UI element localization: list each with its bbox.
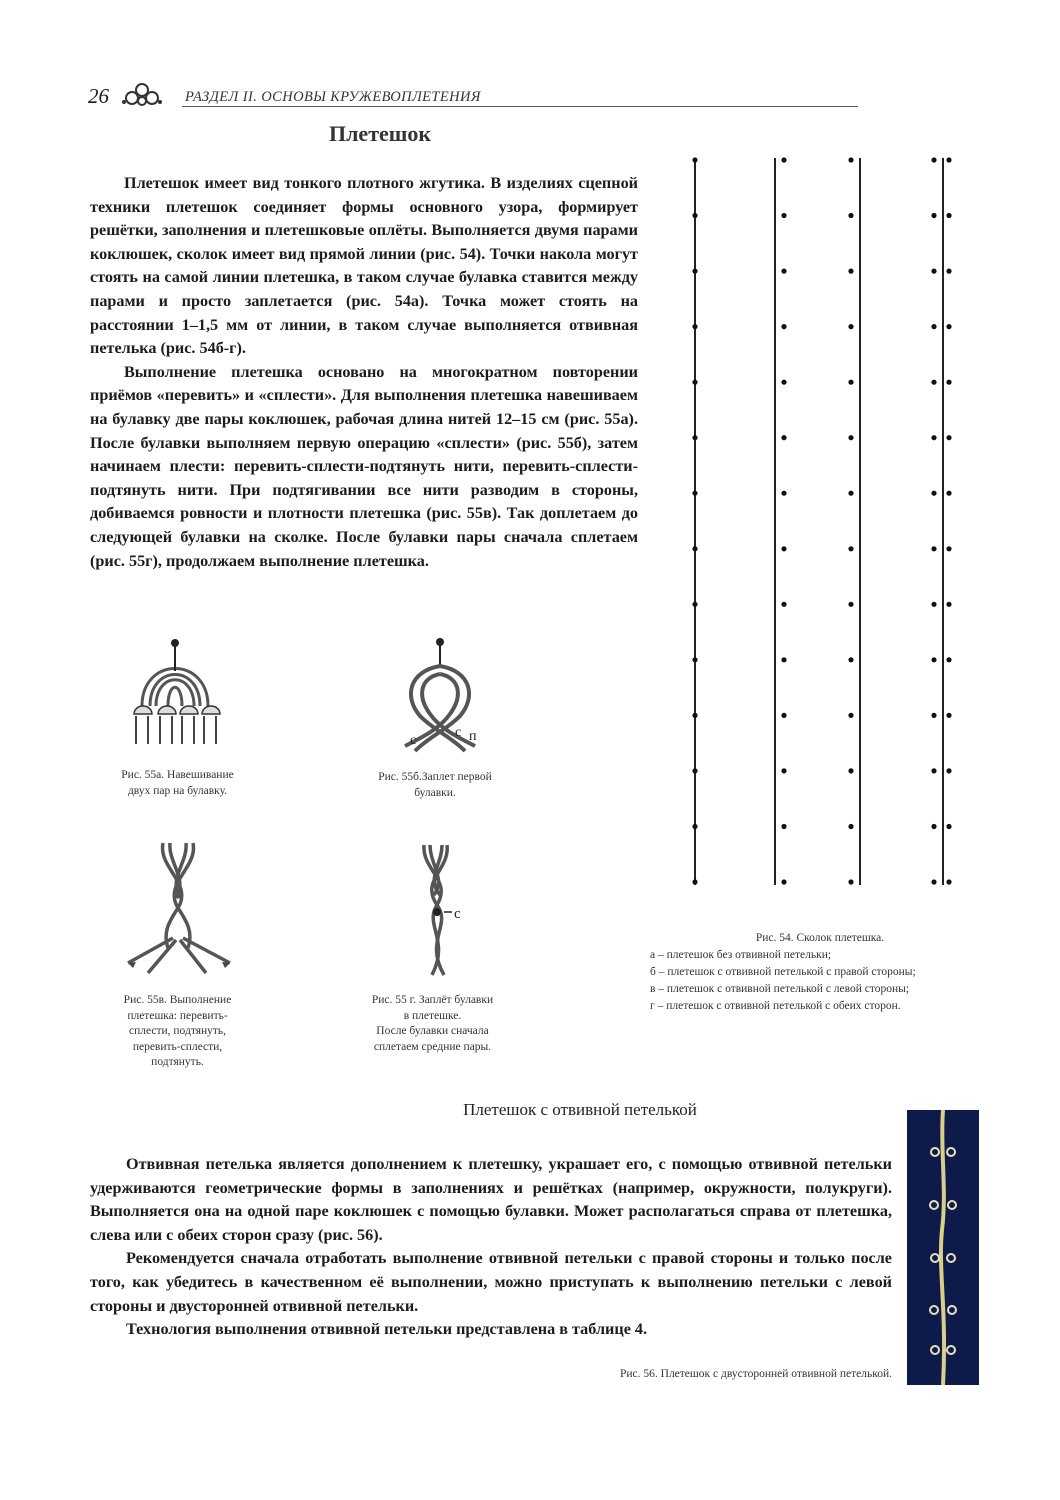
pricking-dot-v — [848, 213, 853, 218]
pricking-dot-a — [692, 768, 697, 773]
subsection-title: Плетешок с отвивной петелькой — [463, 1100, 697, 1119]
pricking-dot-g — [946, 879, 951, 884]
pricking-dot-g — [931, 269, 936, 274]
pricking-dot-v — [848, 546, 853, 551]
pricking-dot-g — [931, 602, 936, 607]
pricking-dot-g — [946, 768, 951, 773]
pricking-dot-v — [848, 824, 853, 829]
pricking-dot-a — [692, 879, 697, 884]
page-number: 26 — [88, 84, 109, 108]
pricking-dot-a — [692, 824, 697, 829]
pricking-dot-b — [781, 380, 786, 385]
figure-54-pricking — [660, 150, 980, 895]
pricking-dot-v — [848, 657, 853, 662]
pricking-dot-a — [692, 324, 697, 329]
pricking-dot-v — [848, 269, 853, 274]
figure-54-caption — [650, 930, 990, 1015]
paragraph: Технология выполнения отвивной петельки представлена в таблице 4. — [126, 1320, 648, 1339]
pricking-dot-a — [692, 157, 697, 162]
figure-56-photo — [907, 1110, 979, 1385]
figure-55a-drawing — [120, 636, 230, 751]
pricking-dot-a — [692, 713, 697, 718]
figure-54-caption-title: Рис. 54. Сколок плетешка. — [755, 932, 885, 944]
pricking-dot-b — [781, 546, 786, 551]
pricking-dot-g — [946, 269, 951, 274]
pricking-dot-g — [931, 435, 936, 440]
pricking-dot-g — [946, 324, 951, 329]
pricking-dot-b — [781, 491, 786, 496]
paragraph: Рекомендуется сначала отработать выполнение отвивной петельки с правой стороны и только после того, как убедитесь в качественном её выполнении, можно приступать к выполнению петельки с левой стороны и двусторонней отвивной петельки. — [90, 1249, 892, 1315]
pricking-dot-g — [931, 546, 936, 551]
pricking-dot-b — [781, 213, 786, 218]
figure-55g-label: с — [454, 906, 461, 922]
pricking-dot-b — [781, 768, 786, 773]
pricking-dot-b — [781, 657, 786, 662]
pricking-dot-g — [931, 491, 936, 496]
pricking-dot-v — [848, 380, 853, 385]
lace-ornament-icon — [118, 78, 166, 108]
figure-54-caption-item: б – плетешок с отвивной петелькой с правой стороны; — [650, 966, 916, 978]
pricking-dot-g — [946, 435, 951, 440]
paragraph: Плетешок имеет вид тонкого плотного жгутика. В изделиях сцепной техники плетешок соединяет формы основного узора, формирует решётки, заполнения и плетешковые оплёты. Выполняется двумя парами коклюшек, сколок имеет вид прямой линии (рис. 54). Точки накола могут стоять на самой линии плетешка, в таком случае булавка ставится между парами и просто заплетается (рис. 54а). Точка может стоять на расстоянии 1–1,5 мм от линии, в таком случае выполняется отвивная петелька (рис. 54б-г). — [90, 174, 638, 358]
header-rule — [182, 106, 858, 107]
figure-55b-caption: Рис. 55б.Заплет первой булавки. — [378, 771, 492, 799]
pricking-dot-v — [848, 435, 853, 440]
figure-55b-label: с — [455, 725, 462, 740]
pricking-dot-b — [781, 157, 786, 162]
pricking-dot-a — [692, 380, 697, 385]
body-text — [90, 1153, 892, 1342]
pricking-dot-a — [692, 269, 697, 274]
pricking-dot-g — [931, 824, 936, 829]
pricking-dot-v — [848, 768, 853, 773]
pricking-dot-v — [848, 879, 853, 884]
pricking-dot-a — [692, 602, 697, 607]
figure-55v-drawing — [118, 838, 238, 978]
intro-text — [90, 172, 638, 573]
figure-54-caption-item: в – плетешок с отвивной петелькой с левой стороны; — [650, 983, 910, 995]
pricking-dot-a — [692, 213, 697, 218]
pricking-dot-v — [848, 491, 853, 496]
paragraph: Выполнение плетешка основано на многократном повторении приёмов «перевить» и «сплести». Для выполнения плетешка навешиваем на булавку две пары коклюшек, рабочая длина нитей 12–15 см (рис. 55а). После булавки выполняем первую операцию «сплести» (рис. 55б), затем начинаем плести: перевить-сплести-подтянуть нити, перевить-сплести-подтянуть нити. При подтягивании все нити разводим в стороны, добиваемся ровности и плотности плетешка (рис. 55в). Так доплетаем до следующей булавки на сколке. После булавки пары сначала сплетаем (рис. 55г), продолжаем выполнение плетешка. — [90, 362, 638, 570]
pricking-dot-v — [848, 602, 853, 607]
pricking-dot-g — [931, 713, 936, 718]
pricking-dot-b — [781, 824, 786, 829]
pricking-dot-g — [931, 879, 936, 884]
pricking-dot-v — [848, 157, 853, 162]
page-title: Плетешок — [328, 121, 432, 146]
pricking-dot-g — [931, 657, 936, 662]
section-header: РАЗДЕЛ II. ОСНОВЫ КРУЖЕВОПЛЕТЕНИЯ — [185, 89, 481, 105]
pricking-dot-g — [946, 380, 951, 385]
pricking-dot-v — [848, 324, 853, 329]
figure-55b-label: п — [469, 729, 477, 744]
figure-55g-drawing — [402, 840, 482, 980]
pricking-dot-v — [848, 713, 853, 718]
figure-55a-caption: Рис. 55а. Навешивание двух пар на булавку. — [121, 769, 234, 797]
pricking-dot-g — [931, 768, 936, 773]
pricking-dot-a — [692, 546, 697, 551]
paragraph: Отвивная петелька является дополнением к плетешку, украшает его, с помощью отвивной петельки удерживаются геометрические формы в заполнениях и решётках (например, окружности, полукруги). Выполняется она на одной паре коклюшек с помощью булавки. Может располагаться справа от плетешка, слева или с обеих сторон сразу (рис. 56). — [90, 1155, 892, 1244]
pricking-dot-g — [931, 380, 936, 385]
pricking-dot-g — [931, 157, 936, 162]
pricking-dot-g — [946, 546, 951, 551]
pricking-dot-b — [781, 269, 786, 274]
figure-55b-label: с — [410, 733, 417, 748]
figure-54-caption-item: г – плетешок с отвивной петелькой с обеих сторон. — [650, 1000, 901, 1012]
figure-55b-drawing — [395, 636, 485, 754]
pricking-dot-g — [946, 713, 951, 718]
pricking-dot-a — [692, 491, 697, 496]
pricking-dot-g — [946, 491, 951, 496]
pricking-dot-g — [946, 824, 951, 829]
pricking-dot-b — [781, 713, 786, 718]
pricking-dot-a — [692, 657, 697, 662]
pricking-dot-g — [931, 324, 936, 329]
pricking-dot-b — [781, 879, 786, 884]
pricking-dot-g — [946, 157, 951, 162]
pricking-dot-a — [692, 435, 697, 440]
pricking-dot-b — [781, 435, 786, 440]
figure-56-caption: Рис. 56. Плетешок с двусторонней отвивной петелькой. — [619, 1368, 892, 1380]
figure-54-caption-item: а – плетешок без отвивной петельки; — [650, 949, 832, 961]
pricking-dot-g — [946, 657, 951, 662]
figure-55v-caption: Рис. 55в. Выполнение плетешка: перевить- сплести, подтянуть, перевить-сплести, подтянуть. — [123, 994, 232, 1068]
pricking-dot-g — [931, 213, 936, 218]
pricking-dot-b — [781, 324, 786, 329]
pricking-dot-g — [946, 602, 951, 607]
figure-55g-caption: Рис. 55 г. Заплёт булавки в плетешке. После булавки сначала сплетаем средние пары. — [371, 994, 494, 1053]
pricking-dot-b — [781, 602, 786, 607]
pricking-dot-g — [946, 213, 951, 218]
